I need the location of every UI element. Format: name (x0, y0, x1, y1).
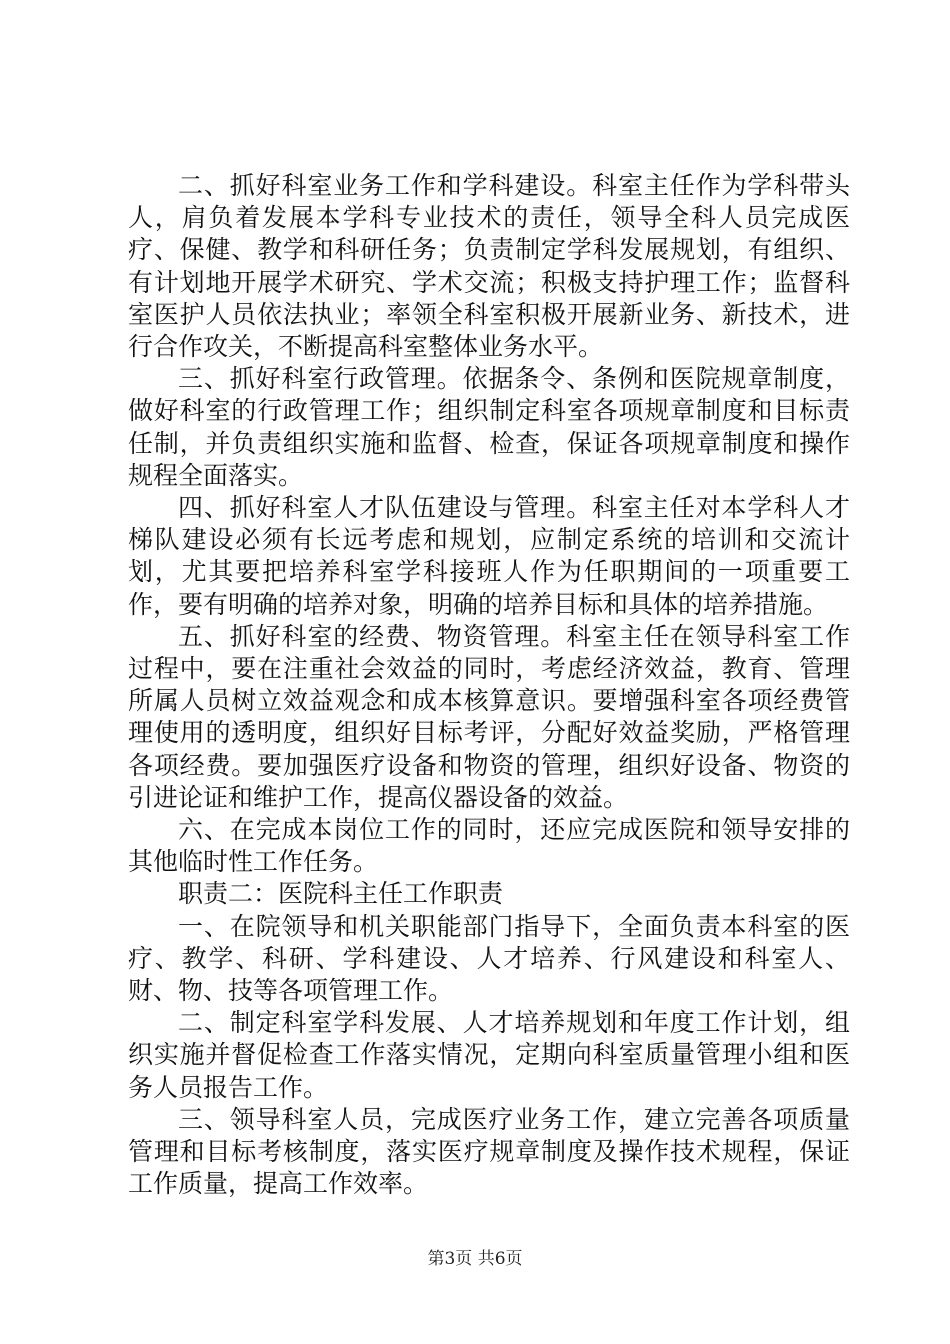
paragraph-5: 五、抓好科室的经费、物资管理。科室主任在领导科室工作过程中，要在注重社会效益的同时，考虑经济效益，教育、管理所属人员树立效益观念和成本核算意识。要增强科室各项经费管理使用的透明度，组织好目标考评，分配好效益奖励，严格管理各项经费。要加强医疗设备和物资的管理，组织好设备、物资的引进论证和维护工作，提高仪器设备的效益。 (128, 621, 850, 812)
page-footer: 第3页 共6页 (427, 1249, 523, 1269)
paragraph-4: 四、抓好科室人才队伍建设与管理。科室主任对本学科人才梯队建设必须有长远考虑和规划，应制定系统的培训和交流计划，尤其要把培养科室学科接班人作为任职期间的一项重要工作，要有明确的培养对象，明确的培养目标和具体的培养措施。 (128, 493, 850, 619)
paragraph-3: 三、抓好科室行政管理。依据条令、条例和医院规章制度，做好科室的行政管理工作；组织制定科室各项规章制度和目标责任制，并负责组织实施和监督、检查，保证各项规章制度和操作规程全面落实。 (128, 364, 850, 490)
duty2-paragraph-2: 二、制定科室学科发展、人才培养规划和年度工作计划，组织实施并督促检查工作落实情况，定期向科室质量管理小组和医务人员报告工作。 (128, 1008, 850, 1102)
paragraph-2: 二、抓好科室业务工作和学科建设。科室主任作为学科带头人，肩负着发展本学科专业技术的责任，领导全科人员完成医疗、保健、教学和科研任务；负责制定学科发展规划，有组织、有计划地开展学术研究、学术交流；积极支持护理工作；监督科室医护人员依法执业；率领全科室积极开展新业务、新技术，进行合作攻关，不断提高科室整体业务水平。 (128, 171, 850, 362)
duty2-paragraph-3: 三、领导科室人员，完成医疗业务工作，建立完善各项质量管理和目标考核制度，落实医疗规章制度及操作技术规程，保证工作质量，提高工作效率。 (128, 1104, 850, 1199)
document-body (128, 170, 850, 1201)
paragraph-6: 六、在完成本岗位工作的同时，还应完成医院和领导安排的其他临时性工作任务。 (128, 815, 850, 877)
section-heading-duty-2: 职责二：医院科主任工作职责 (178, 879, 504, 909)
duty2-paragraph-1: 一、在院领导和机关职能部门指导下，全面负责本科室的医疗、教学、科研、学科建设、人才培养、行风建设和科室人、财、物、技等各项管理工作。 (128, 911, 850, 1006)
